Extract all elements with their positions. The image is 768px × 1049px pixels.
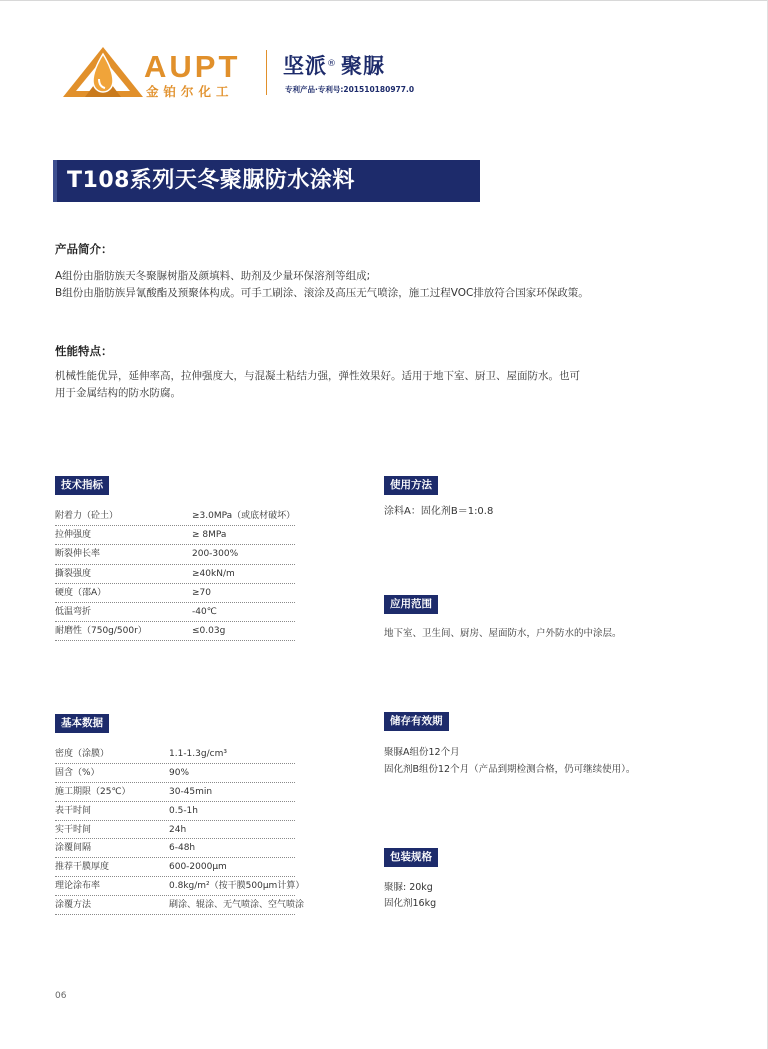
spec-value: 刷涂、辊涂、无气喷涂、空气喷涂 (169, 900, 305, 911)
product-type: 聚脲 (341, 54, 385, 78)
product-name (283, 53, 385, 79)
usage-text: 涂料A：固化剂B＝1:0.8 (384, 506, 494, 517)
brand-name: AUPT (144, 49, 241, 84)
packaging-line-1: 聚脲: 20kg (384, 882, 433, 893)
spec-value: 1.1-1.3g/cm³ (169, 749, 227, 759)
intro-heading: 产品简介： (55, 242, 113, 256)
spec-key: 理论涂布率 (55, 881, 101, 892)
spec-value: ≤0.03g (192, 626, 226, 637)
spec-key: 施工期限（25℃） (55, 786, 131, 797)
table-row (55, 507, 295, 526)
spec-value: -40℃ (192, 606, 217, 617)
basic-data-tag: 基本数据 (55, 714, 109, 733)
table-row (55, 896, 305, 915)
spec-value: ≥3.0MPa（或底材破坏） (192, 511, 296, 521)
packaging-line-2: 固化剂16kg (384, 898, 437, 909)
application-tag: 应用范围 (384, 595, 438, 614)
spec-value: ≥ 8MPa (192, 530, 227, 541)
spec-key: 拉伸强度 (55, 530, 92, 541)
tech-specs-tag: 技术指标 (55, 476, 109, 495)
table-row (55, 565, 295, 584)
spec-key: 耐磨性（750g/500r） (55, 626, 147, 637)
spec-key: 断裂伸长率 (55, 549, 101, 560)
usage-tag: 使用方法 (384, 476, 438, 495)
spec-key: 密度（涂膜） (55, 749, 110, 759)
spec-key: 撕裂强度 (55, 568, 92, 579)
spec-key: 附着力（砼土） (55, 511, 119, 521)
registered-mark: ® (327, 59, 337, 69)
spec-value: 0.8kg/m²（按干膜500μm计算） (169, 881, 305, 892)
spec-key: 推荐干膜厚度 (55, 862, 110, 873)
spec-key: 实干时间 (55, 824, 92, 835)
spec-key: 表干时间 (55, 805, 92, 816)
spec-value: 30-45min (169, 786, 213, 797)
spec-value: 90% (169, 767, 190, 778)
storage-line-1: 聚脲A组份12个月 (384, 747, 460, 758)
spec-key: 硬度（邵A） (55, 587, 107, 598)
spec-value: 200-300% (192, 549, 239, 560)
spec-value: 0.5-1h (169, 805, 198, 816)
table-row (55, 603, 295, 622)
spec-key: 低温弯折 (55, 606, 92, 617)
table-row (55, 802, 295, 821)
title-bar (53, 160, 480, 202)
spec-value: 24h (169, 824, 187, 835)
spec-key: 涂覆方法 (55, 900, 92, 911)
spec-value: 600-2000μm (169, 862, 227, 873)
features-line-2: 用于金属结构的防水防腐。 (55, 387, 181, 399)
spec-value: ≥40kN/m (192, 568, 235, 579)
table-row (55, 858, 295, 877)
spec-key: 固含（%） (55, 767, 100, 778)
brand-name-cn: 金铂尔化工 (146, 84, 234, 99)
table-row (55, 545, 295, 564)
table-row (55, 526, 295, 545)
product-brand: 坚派 (283, 54, 327, 78)
table-row (55, 622, 295, 641)
basic-data-table (55, 745, 305, 915)
page-number: 06 (55, 991, 67, 1001)
spec-value: ≥70 (192, 587, 211, 598)
page-title: T108系列天冬聚脲防水涂料 (67, 168, 355, 193)
tech-specs-table (55, 507, 295, 641)
table-row (55, 839, 295, 858)
spec-value: 6-48h (169, 843, 196, 854)
features-heading: 性能特点： (55, 344, 113, 358)
table-row (55, 745, 295, 764)
application-text: 地下室、卫生间、厨房、屋面防水，户外防水的中涂层。 (384, 628, 622, 639)
table-row (55, 783, 295, 802)
frame-top-line (0, 0, 768, 1)
intro-line-2: B组份由脂肪族异氰酸酯及预聚体构成。可手工刷涂、滚涂及高压无气喷涂，施工过程VOC排放符合国家环保政策。 (55, 287, 589, 299)
table-row (55, 821, 295, 840)
table-row (55, 584, 295, 603)
table-row (55, 764, 295, 783)
spec-key: 涂覆间隔 (55, 843, 92, 854)
packaging-tag: 包装规格 (384, 848, 438, 867)
storage-tag: 储存有效期 (384, 712, 449, 731)
logo-divider (266, 50, 267, 95)
intro-line-1: A组份由脂肪族天冬聚脲树脂及颜填料、助剂及少量环保溶剂等组成; (55, 270, 371, 282)
patent-number: 专利产品·专利号:201510180977.0 (285, 85, 415, 94)
aupt-logo-icon (63, 45, 143, 99)
features-line-1: 机械性能优异，延伸率高，拉伸强度大，与混凝土粘结力强，弹性效果好。适用于地下室、厨卫、屋面防水。也可 (55, 370, 580, 382)
table-row (55, 877, 305, 896)
storage-line-2: 固化剂B组份12个月（产品到期检测合格，仍可继续使用）。 (384, 764, 636, 775)
